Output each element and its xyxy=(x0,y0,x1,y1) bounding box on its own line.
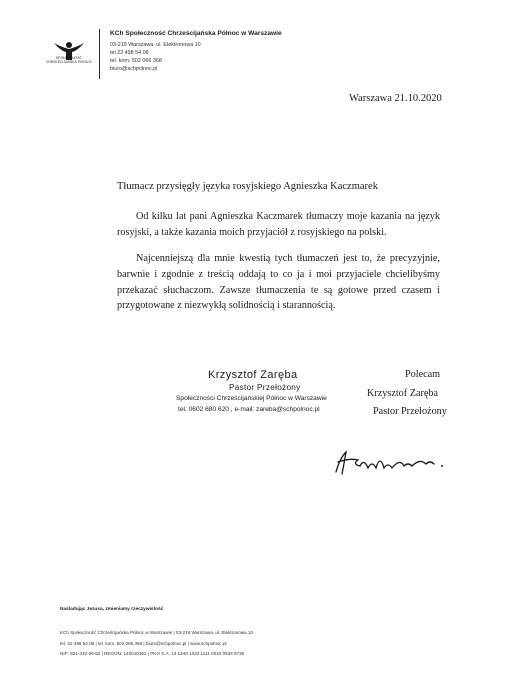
header-email: biuro@schpolnoc.pl xyxy=(110,66,158,72)
recommendation-role: Pastor Przełożony xyxy=(373,406,447,417)
footer-contact: tel. 22 498 54 08 | tel. kom. 502 066 368 | biuro@schpolnoc.pl | www.schpolnoc.pl xyxy=(60,641,227,646)
stamp-role: Pastor Przełożony xyxy=(229,383,301,392)
stamp-contact: tel. 0602 680 620 , e-mail: zareba@schpolnoc.pl xyxy=(178,406,320,413)
header-address: 03-219 Warszawa, ul. Elektronowa 10 xyxy=(110,42,201,48)
footer-motto: Naśladując Jezusa, zmieniamy rzeczywistość xyxy=(60,607,164,612)
stamp-organization: Społeczności Chrześcijańskiej Północ w Warszawie xyxy=(176,395,327,402)
header-organization-name: KCh Społeczność Chrześcijańska Północ w Warszawie xyxy=(110,30,282,37)
header-mobile: tel. kom. 502 066 368 xyxy=(110,58,162,64)
recommendation-label: Polecam xyxy=(405,369,441,380)
recommendation-name: Krzysztof Zaręba xyxy=(367,388,438,399)
footer-registration: NIP: 521-332-58-52 | REGON: 140010363 | PKO S.A. 13 1240 1032 1111 0010 0533 8736 xyxy=(60,651,245,656)
handwritten-signature xyxy=(330,448,450,476)
header-phone: tel 22 498 54 08 xyxy=(110,50,149,56)
header-divider xyxy=(99,29,100,79)
letter-paragraph: Najcenniejszą dla mnie kwestią tych tłumaczeń jest to, że precyzyjnie, barwnie i zgodnie z treścią oddają to co ja i moi przyjaciele chcielibyśmy przekazać słuchaczom. Zawsze tłumaczenia te są gotowe przed czasem i przygotowane z niezwykłą solidnością i starannością. xyxy=(117,253,440,312)
letter-place-date: Warszawa 21.10.2020 xyxy=(349,93,442,104)
footer-address: KCh Społeczność Chrześcijańska Północ w Warszawie | 03-219 Warszawa, ul. Elektronowa 10 xyxy=(60,630,254,635)
logo-caption: SPOŁECZNOŚĆ CHRZEŚCIJAŃSKA PÓŁNOC xyxy=(45,56,93,64)
letter-paragraph: Od kilku lat pani Agnieszka Kaczmarek tłumaczy moje kazania na język rosyjski, a także kazania moich przyjaciół z rosyjskiego na polski. xyxy=(117,211,440,238)
stamp-name: Krzysztof Zaręba xyxy=(208,369,298,381)
organization-logo-icon xyxy=(52,30,86,76)
letter-subject: Tłumacz przysięgły języka rosyjskiego Agnieszka Kaczmarek xyxy=(117,181,378,192)
